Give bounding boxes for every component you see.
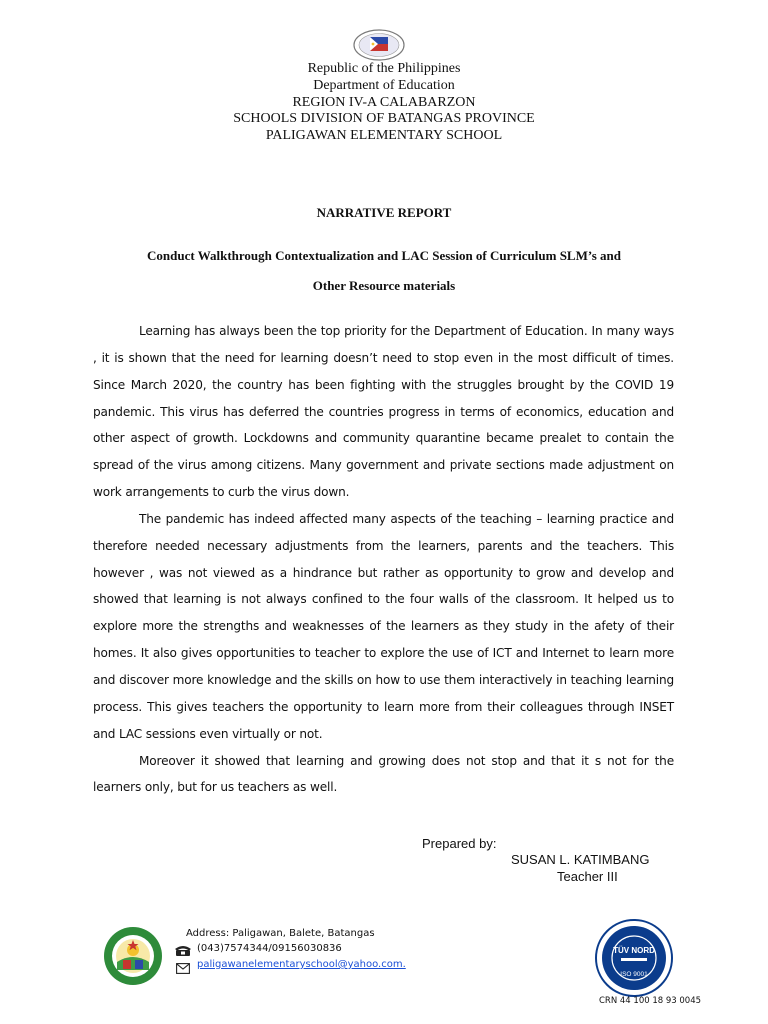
letterhead	[0, 61, 768, 145]
envelope-icon	[176, 961, 190, 972]
phone-icon	[175, 943, 191, 955]
header-line-school: PALIGAWAN ELEMENTARY SCHOOL	[265, 128, 503, 144]
deped-seal-logo	[352, 28, 406, 62]
school-logo	[103, 926, 163, 986]
cert-brand-text: TÜV NORD	[613, 946, 655, 955]
paragraph-2: The pandemic has indeed affected many aspects of the teaching – learning practice and therefore needed necessary adjustments from the learners, parents and the teachers. This however , was not viewed as a hindrance but rather as opportunity to grow and develop and showed that learning is not always confined to the four walls of the classroom. It helped us to explore more the strengths and weaknesses of the learners as they study in the afety of their homes. It also gives opportunities to teacher to explore the use of ICT and Internet to learn more and discover more knowledge and the skills on how to use them interactively in teaching learning process. This gives teachers the opportunity to learn more from their colleagues through INSET and LAC sessions even virtually or not.	[93, 511, 674, 741]
report-body	[93, 318, 674, 801]
report-subtitle-line-1: Conduct Walkthrough Contextualization and LAC Session of Curriculum SLM’s and	[147, 248, 621, 263]
header-line-department: Department of Education	[313, 77, 455, 93]
header-line-republic: Republic of the Philippines	[307, 61, 461, 76]
footer-email-link[interactable]: paligawanelementaryschool@yahoo.com.	[197, 959, 406, 970]
signatory-position: Teacher III	[557, 869, 618, 884]
footer-address: Address: Paligawan, Balete, Batangas	[186, 928, 375, 939]
paragraph-3: Moreover it showed that learning and growing does not stop and that it s not for the learners only, but for us teachers as well.	[93, 753, 674, 795]
footer-phone: (043)7574344/09156030836	[197, 943, 342, 954]
prepared-by-label: Prepared by:	[422, 836, 497, 851]
header-line-division: SCHOOLS DIVISION OF BATANGAS PROVINCE	[233, 111, 535, 127]
tuv-nord-iso-logo	[594, 918, 674, 998]
header-line-region: REGION IV-A CALABARZON	[292, 94, 476, 110]
report-title: NARRATIVE REPORT	[316, 205, 452, 220]
cert-standard-text: ISO 9001	[620, 971, 648, 978]
signatory-name: SUSAN L. KATIMBANG	[511, 852, 650, 867]
report-subtitle-line-2: Other Resource materials	[312, 278, 456, 293]
paragraph-1: Learning has always been the top priority for the Department of Education. In many ways , it is shown that the need for learning doesn’t need to stop even in the most difficult of times. Since March 2020, the country has been fighting with the struggles brought by the COVID 19 pandemic. This virus has deferred the countries progress in terms of economics, education and other aspect of growth. Lockdowns and community quarantine became prealet to contain the spread of the virus among citizens. Many government and private sections made adjustment on work arrangements to curb the virus down.	[93, 324, 674, 500]
crn-number: CRN 44 100 18 93 0045	[599, 996, 702, 1006]
